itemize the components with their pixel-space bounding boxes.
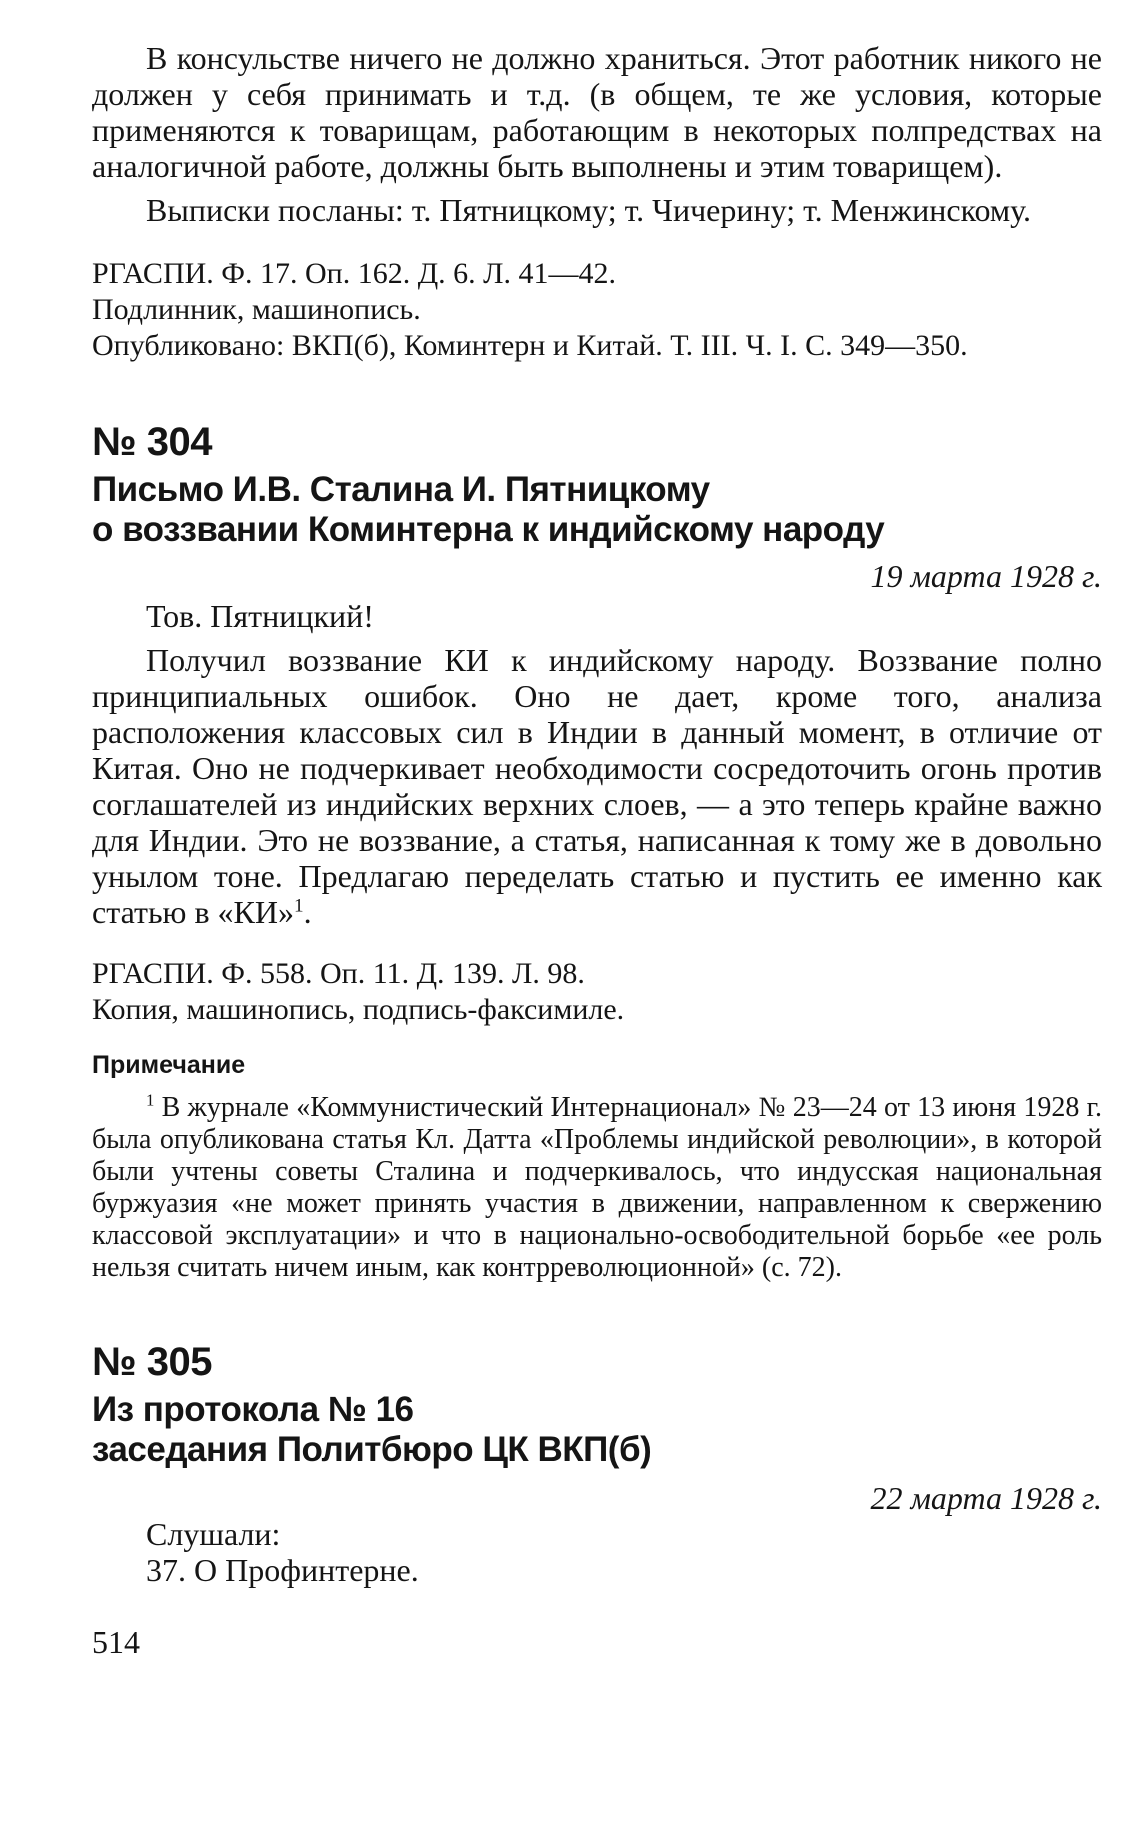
- document-title-line-1: Письмо И.В. Сталина И. Пятницкому: [92, 470, 710, 509]
- letter-body-text: Получил воззвание КИ к индийскому народу. Воззвание полно принципиальных ошибок. Оно не дает, кроме того, анализа расположения классовых сил в Индии в данный момент, в отличие от Китая. Оно не подчеркивает необходимости сосредоточить огонь против соглашателей из индийских верхних слоев, — а это теперь крайне важно для Индии. Это не воззвание, а статья, написанная к тому же в довольно унылом тоне. Предлагаю переделать статью и пустить ее именно как статью в «КИ»: [92, 642, 1102, 930]
- footnote-marker: 1: [146, 1090, 155, 1110]
- document-number: № 304: [92, 420, 212, 464]
- archive-source-block: [92, 256, 1102, 364]
- footnote-text: [92, 1092, 1102, 1284]
- document-date: 22 марта 1928 г.: [870, 1480, 1102, 1516]
- excerpts-sent-paragraph: Выписки посланы: т. Пятницкому; т. Чичерину; т. Менжинскому.: [146, 192, 1031, 228]
- document-date: 19 марта 1928 г.: [870, 558, 1102, 594]
- copy-note: Копия, машинопись, подпись-факсимиле.: [92, 993, 625, 1026]
- letter-body: [92, 642, 1102, 930]
- letter-body-end: .: [303, 894, 312, 930]
- document-title-line-2: о воззвании Коминтерна к индийскому народу: [92, 510, 885, 549]
- footnote-reference: 1: [294, 895, 304, 917]
- note-heading: Примечание: [92, 1051, 246, 1079]
- document-305: [92, 1340, 1102, 1588]
- archive-source-block: [92, 956, 1102, 1028]
- agenda-item: 37. О Профинтерне.: [146, 1552, 419, 1588]
- published-reference: Опубликовано: ВКП(б), Коминтерн и Китай. Т. III. Ч. I. С. 349—350.: [92, 329, 968, 362]
- archive-reference: РГАСПИ. Ф. 17. Оп. 162. Д. 6. Л. 41—42.: [92, 257, 617, 290]
- document-title-line-2: заседания Политбюро ЦК ВКП(б): [92, 1430, 652, 1469]
- salutation: Тов. Пятницкий!: [146, 598, 374, 634]
- continuation-paragraph: В консульстве ничего не должно храниться. Этот работник никого не должен у себя принимать и т.д. (в общем, те же условия, которые применяются к товарищам, работающим в некоторых полпредствах на аналогичной работе, должны быть выполнены и этим товарищем).: [92, 40, 1102, 184]
- document-304: [92, 420, 1102, 1284]
- footnote-body: В журнале «Коммунистический Интернационал» № 23—24 от 13 июня 1928 г. была опубликована статья Кл. Датта «Проблемы индийской революции», в которой были учтены советы Сталина и подчеркивалось, что индусская национальная буржуазия «не может принять участия в движении, направленном к свержению классовой эксплуатации» и что в национально-освободительной борьбе «ее роль нельзя считать ничем иным, как контрреволюционной» (с. 72).: [92, 1092, 1102, 1283]
- document-title-line-1: Из протокола № 16: [92, 1390, 414, 1429]
- original-note: Подлинник, машинопись.: [92, 293, 421, 326]
- page-number: 514: [92, 1624, 140, 1660]
- document-page: [92, 40, 1102, 1660]
- heard-label: Слушали:: [146, 1516, 281, 1552]
- archive-reference: РГАСПИ. Ф. 558. Оп. 11. Д. 139. Л. 98.: [92, 957, 585, 990]
- document-number: № 305: [92, 1340, 212, 1384]
